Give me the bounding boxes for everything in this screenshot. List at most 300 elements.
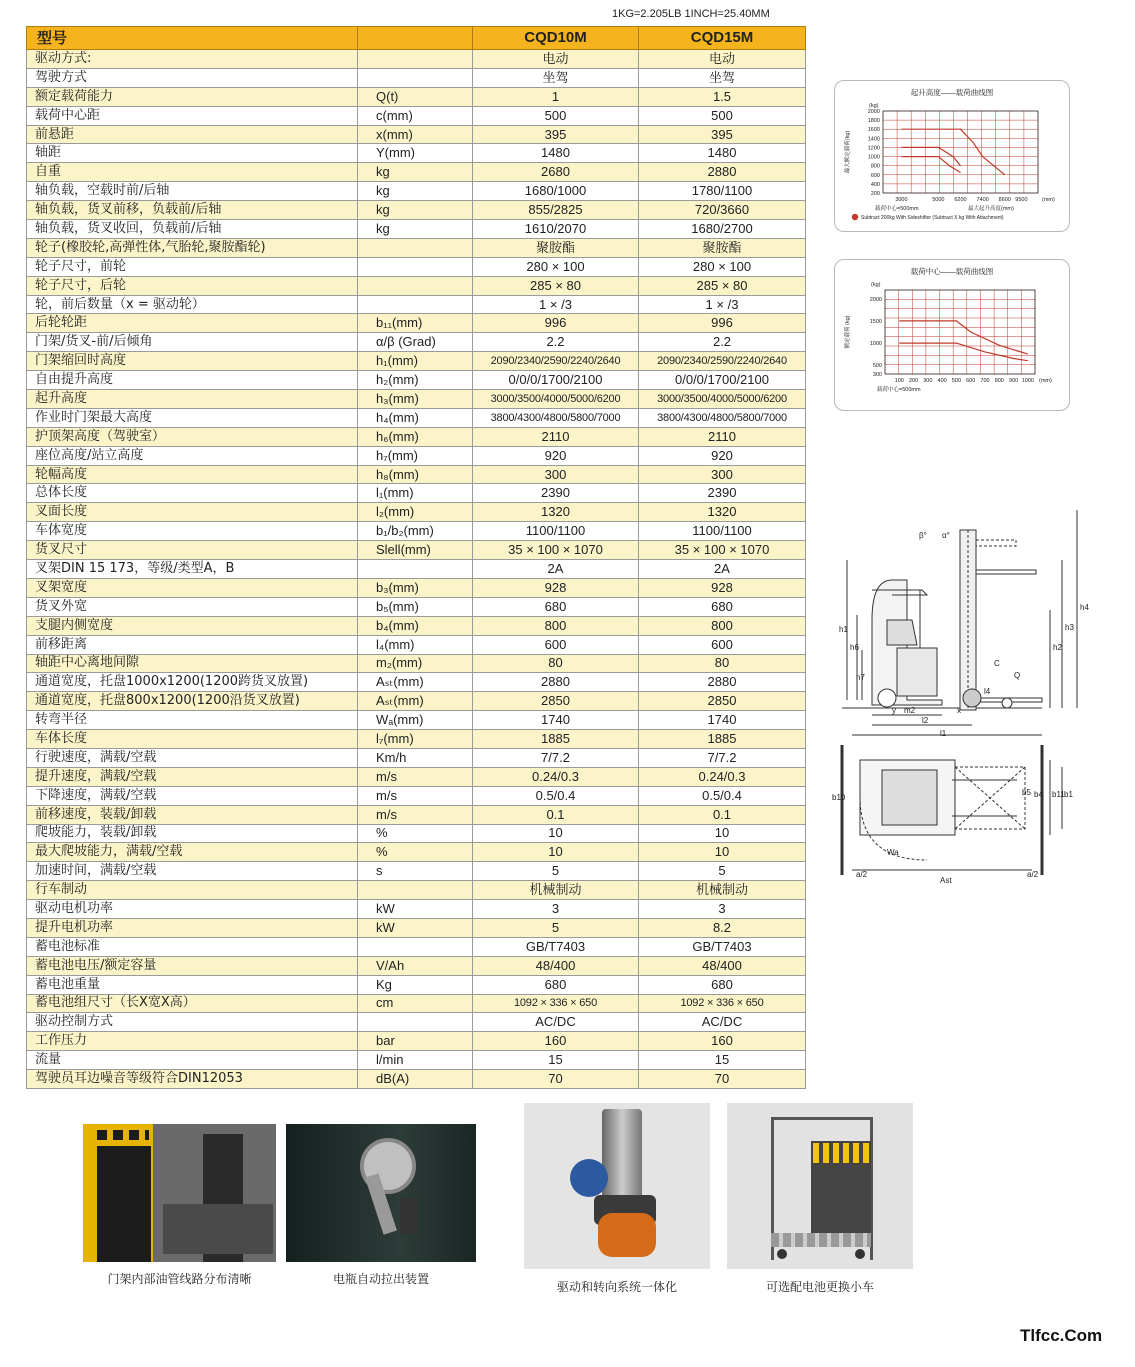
spec-value-cqd10m: 2.2	[473, 333, 639, 352]
forklift-side-view-diagram	[832, 500, 1102, 740]
chart-x-unit: (mm)	[1042, 197, 1055, 203]
spec-value-cqd15m: 7/7.2	[639, 748, 806, 767]
spec-value-cqd15m: 1740	[639, 711, 806, 730]
spec-value-cqd15m: 8.2	[639, 918, 806, 937]
spec-row	[27, 427, 806, 446]
spec-value-cqd15m: 2850	[639, 692, 806, 711]
spec-value-cqd15m: 1780/1100	[639, 182, 806, 201]
spec-row	[27, 106, 806, 125]
header-model-cqd15m: CQD15M	[639, 27, 806, 50]
spec-table-header	[27, 27, 806, 50]
spec-row	[27, 730, 806, 749]
spec-unit: l₇(mm)	[358, 730, 473, 749]
spec-row	[27, 333, 806, 352]
spec-name: 后轮轮距	[27, 314, 358, 333]
spec-value-cqd10m: 80	[473, 654, 639, 673]
spec-name: 通道宽度，托盘800x1200(1200沿货叉放置)	[27, 692, 358, 711]
photo-battery-pullout	[286, 1124, 476, 1262]
spec-name: 蓄电池组尺寸（长X宽X高）	[27, 994, 358, 1013]
dim-label-h3: h3	[1065, 623, 1074, 632]
dim-label-wa: Wa	[887, 848, 899, 857]
dim-label-m2: m2	[904, 706, 916, 715]
spec-name: 轴负载，货叉收回，负载前/后轴	[27, 220, 358, 239]
spec-value-cqd10m: 1610/2070	[473, 220, 639, 239]
spec-value-cqd10m: 5	[473, 918, 639, 937]
spec-name: 流量	[27, 1051, 358, 1070]
dim-label-l4: l4	[984, 687, 991, 696]
spec-unit: kg	[358, 163, 473, 182]
spec-unit: l/min	[358, 1051, 473, 1070]
spec-unit	[358, 276, 473, 295]
spec-unit: l₂(mm)	[358, 503, 473, 522]
spec-name: 车体宽度	[27, 522, 358, 541]
spec-value-cqd15m: 2110	[639, 427, 806, 446]
dim-label-alpha: α°	[942, 531, 950, 540]
spec-row	[27, 144, 806, 163]
spec-value-cqd10m: AC/DC	[473, 1013, 639, 1032]
spec-value-cqd15m: 1680/2700	[639, 220, 806, 239]
spec-name: 提升电机功率	[27, 918, 358, 937]
spec-unit: b₃(mm)	[358, 578, 473, 597]
spec-row	[27, 182, 806, 201]
spec-row	[27, 937, 806, 956]
spec-row	[27, 1051, 806, 1070]
spec-unit: kg	[358, 182, 473, 201]
chart-x-tick-label: 200	[908, 378, 919, 384]
spec-value-cqd15m: 500	[639, 106, 806, 125]
spec-value-cqd10m: 285 × 80	[473, 276, 639, 295]
spec-unit: Km/h	[358, 748, 473, 767]
dim-label-beta: β°	[919, 531, 927, 540]
spec-value-cqd10m: 2A	[473, 560, 639, 579]
chart-y-tick-label: 1600	[867, 127, 880, 134]
spec-value-cqd15m: 2A	[639, 560, 806, 579]
spec-value-cqd10m: 800	[473, 616, 639, 635]
spec-value-cqd10m: 1740	[473, 711, 639, 730]
spec-name: 自由提升高度	[27, 371, 358, 390]
spec-value-cqd15m: 3000/3500/4000/5000/6200	[639, 390, 806, 409]
spec-row	[27, 220, 806, 239]
spec-unit: c(mm)	[358, 106, 473, 125]
spec-unit: α/β (Grad)	[358, 333, 473, 352]
spec-name: 驱动控制方式	[27, 1013, 358, 1032]
spec-unit: b₅(mm)	[358, 597, 473, 616]
photo-battery-cart	[727, 1103, 913, 1269]
spec-name: 自重	[27, 163, 358, 182]
spec-value-cqd15m: GB/T7403	[639, 937, 806, 956]
spec-name: 护顶架高度（驾驶室）	[27, 427, 358, 446]
spec-unit: %	[358, 824, 473, 843]
spec-value-cqd15m: 机械制动	[639, 881, 806, 900]
spec-value-cqd15m: 10	[639, 824, 806, 843]
chart-title: 载荷中心——载荷曲线图	[910, 267, 994, 276]
spec-value-cqd10m: 1480	[473, 144, 639, 163]
spec-value-cqd15m: 0/0/0/1700/2100	[639, 371, 806, 390]
spec-row	[27, 68, 806, 87]
spec-name: 轮子(橡胶轮,高弹性体,气胎轮,聚胺酯轮)	[27, 238, 358, 257]
chart-x-tick-label: 8600	[998, 197, 1011, 203]
spec-name: 驱动电机功率	[27, 900, 358, 919]
spec-unit	[358, 937, 473, 956]
spec-unit: h₁(mm)	[358, 352, 473, 371]
spec-row	[27, 711, 806, 730]
spec-row	[27, 994, 806, 1013]
spec-value-cqd15m: 280 × 100	[639, 257, 806, 276]
header-model-cqd10m: CQD10M	[473, 27, 639, 50]
spec-unit: b₄(mm)	[358, 616, 473, 635]
dim-label-ast: Ast	[940, 876, 952, 885]
chart-note-x-axis: 最大起升高度(mm)	[968, 206, 1014, 212]
spec-value-cqd10m: 坐驾	[473, 68, 639, 87]
spec-row	[27, 956, 806, 975]
chart-y-unit: (kg)	[871, 282, 881, 288]
spec-unit: m/s	[358, 805, 473, 824]
spec-value-cqd15m: 70	[639, 1070, 806, 1089]
spec-unit: s	[358, 862, 473, 881]
spec-value-cqd10m: 2110	[473, 427, 639, 446]
spec-row	[27, 654, 806, 673]
spec-name: 行车制动	[27, 881, 358, 900]
spec-row	[27, 87, 806, 106]
spec-name: 转弯半径	[27, 711, 358, 730]
spec-name: 货叉尺寸	[27, 541, 358, 560]
chart-x-tick-label: 400	[937, 378, 947, 384]
spec-unit: %	[358, 843, 473, 862]
spec-value-cqd10m: 996	[473, 314, 639, 333]
spec-row	[27, 295, 806, 314]
spec-value-cqd10m: 1092 × 336 × 650	[473, 994, 639, 1013]
spec-value-cqd15m: AC/DC	[639, 1013, 806, 1032]
spec-row	[27, 125, 806, 144]
spec-value-cqd15m: 3800/4300/4800/5800/7000	[639, 408, 806, 427]
chart-y-tick-label: 600	[870, 172, 880, 179]
chart-x-tick-label: 800	[994, 378, 1004, 384]
chart-x-tick-label: 7400	[976, 197, 989, 203]
spec-value-cqd15m: 680	[639, 975, 806, 994]
dim-label-a2-left: a/2	[856, 870, 868, 879]
spec-name: 行驶速度，满载/空载	[27, 748, 358, 767]
spec-name: 门架缩回时高度	[27, 352, 358, 371]
spec-value-cqd15m: 2880	[639, 673, 806, 692]
chart-y-tick-label: 1000	[867, 154, 880, 161]
load-center-load-chart	[834, 259, 1070, 411]
spec-value-cqd10m: 7/7.2	[473, 748, 639, 767]
spec-unit: Q(t)	[358, 87, 473, 106]
chart-y-tick-label: 1800	[867, 118, 880, 125]
spec-value-cqd10m: 160	[473, 1032, 639, 1051]
spec-value-cqd10m: 2850	[473, 692, 639, 711]
chart-x-tick-label: 100	[894, 378, 904, 384]
dim-label-b1: b1	[1064, 790, 1073, 799]
spec-row	[27, 314, 806, 333]
spec-value-cqd15m: 680	[639, 597, 806, 616]
spec-value-cqd15m: 800	[639, 616, 806, 635]
spec-value-cqd15m: 48/400	[639, 956, 806, 975]
chart-x-tick-label: 500	[951, 378, 962, 384]
spec-unit: kg	[358, 201, 473, 220]
spec-value-cqd15m: 300	[639, 465, 806, 484]
spec-value-cqd15m: 聚胺酯	[639, 238, 806, 257]
spec-row	[27, 597, 806, 616]
chart-y-unit: (kg)	[869, 103, 879, 109]
spec-value-cqd15m: 1320	[639, 503, 806, 522]
spec-unit: h₂(mm)	[358, 371, 473, 390]
chart-x-tick-label: 3000	[895, 197, 908, 203]
spec-value-cqd15m: 1480	[639, 144, 806, 163]
load-center-load-chart-svg	[835, 260, 1069, 410]
chart-y-tick-label: 1000	[869, 341, 882, 348]
spec-row	[27, 1032, 806, 1051]
chart-title: 起升高度——载荷曲线图	[910, 88, 994, 97]
spec-name: 轴距	[27, 144, 358, 163]
spec-unit: h₃(mm)	[358, 390, 473, 409]
chart-series-line	[902, 157, 961, 173]
spec-value-cqd15m: 1100/1100	[639, 522, 806, 541]
spec-unit: h₆(mm)	[358, 427, 473, 446]
spec-value-cqd15m: 5	[639, 862, 806, 881]
spec-value-cqd15m: 600	[639, 635, 806, 654]
chart-y-tick-label: 300	[872, 372, 882, 378]
spec-name: 提升速度，满载/空载	[27, 767, 358, 786]
spec-name: 额定载荷能力	[27, 87, 358, 106]
spec-unit: Wₐ(mm)	[358, 711, 473, 730]
spec-value-cqd15m: 160	[639, 1032, 806, 1051]
chart-series-line	[899, 321, 1028, 354]
spec-value-cqd15m: 0.24/0.3	[639, 767, 806, 786]
dim-label-h7: h7	[856, 673, 865, 682]
spec-value-cqd10m: 0.1	[473, 805, 639, 824]
spec-value-cqd10m: 280 × 100	[473, 257, 639, 276]
spec-unit	[358, 295, 473, 314]
spec-value-cqd10m: 500	[473, 106, 639, 125]
dim-label-b4: b4	[1034, 790, 1043, 799]
chart-note-load-center: 载荷中心=500mm	[877, 387, 921, 393]
spec-row	[27, 900, 806, 919]
spec-value-cqd10m: 5	[473, 862, 639, 881]
spec-value-cqd15m: 2090/2340/2590/2240/2640	[639, 352, 806, 371]
spec-table	[26, 26, 806, 1089]
spec-row	[27, 767, 806, 786]
spec-row	[27, 541, 806, 560]
chart-series-line	[899, 343, 1028, 361]
spec-name: 蓄电池电压/额定容量	[27, 956, 358, 975]
spec-row	[27, 201, 806, 220]
chart-x-tick-label: 300	[923, 378, 933, 384]
spec-row	[27, 692, 806, 711]
spec-value-cqd10m: 1885	[473, 730, 639, 749]
spec-name: 轴距中心离地间隙	[27, 654, 358, 673]
spec-value-cqd10m: 3000/3500/4000/5000/6200	[473, 390, 639, 409]
dim-label-l1: l1	[940, 729, 947, 738]
spec-value-cqd10m: 855/2825	[473, 201, 639, 220]
spec-value-cqd10m: 10	[473, 824, 639, 843]
spec-unit: h₄(mm)	[358, 408, 473, 427]
spec-value-cqd15m: 1092 × 336 × 650	[639, 994, 806, 1013]
spec-value-cqd10m: 395	[473, 125, 639, 144]
spec-value-cqd15m: 920	[639, 446, 806, 465]
spec-value-cqd15m: 395	[639, 125, 806, 144]
spec-name: 支腿内侧宽度	[27, 616, 358, 635]
spec-unit: kW	[358, 918, 473, 937]
spec-value-cqd15m: 1 × /3	[639, 295, 806, 314]
spec-name: 叉架宽度	[27, 578, 358, 597]
spec-value-cqd10m: 电动	[473, 50, 639, 69]
spec-value-cqd15m: 80	[639, 654, 806, 673]
dim-label-h4: h4	[1080, 603, 1089, 612]
spec-value-cqd10m: 2390	[473, 484, 639, 503]
spec-value-cqd10m: 920	[473, 446, 639, 465]
spec-row	[27, 276, 806, 295]
spec-row	[27, 862, 806, 881]
chart-x-tick-label: 5000	[932, 197, 945, 203]
spec-unit: b₁₁(mm)	[358, 314, 473, 333]
spec-value-cqd10m: GB/T7403	[473, 937, 639, 956]
caption-battery-pullout: 电瓶自动拉出装置	[332, 1272, 429, 1286]
dim-label-h6: h6	[850, 643, 859, 652]
spec-value-cqd10m: 2880	[473, 673, 639, 692]
spec-name: 蓄电池重量	[27, 975, 358, 994]
spec-name: 轮子尺寸，前轮	[27, 257, 358, 276]
spec-unit: h₈(mm)	[358, 465, 473, 484]
spec-unit: m/s	[358, 767, 473, 786]
spec-row	[27, 616, 806, 635]
watermark-logo: Tlfcc.Com	[1020, 1326, 1103, 1345]
spec-row	[27, 786, 806, 805]
spec-row	[27, 408, 806, 427]
spec-value-cqd10m: 48/400	[473, 956, 639, 975]
spec-unit: Kg	[358, 975, 473, 994]
chart-y-tick-label: 1400	[867, 136, 880, 143]
spec-row	[27, 522, 806, 541]
spec-unit: bar	[358, 1032, 473, 1051]
spec-row	[27, 238, 806, 257]
spec-name: 轮幅高度	[27, 465, 358, 484]
chart-warning-note: Subtract 200kg With Sideshifter (Subtract X kg With Attachment)	[861, 215, 1004, 221]
spec-unit: Aₛₜ(mm)	[358, 692, 473, 711]
spec-unit: h₇(mm)	[358, 446, 473, 465]
chart-y-label: 额定载荷 (kg)	[845, 315, 851, 349]
header-name: 型号	[27, 27, 358, 50]
chart-x-tick-label: 600	[966, 378, 976, 384]
spec-value-cqd15m: 电动	[639, 50, 806, 69]
spec-unit: dB(A)	[358, 1070, 473, 1089]
spec-value-cqd15m: 10	[639, 843, 806, 862]
spec-row	[27, 446, 806, 465]
dim-label-c: C	[994, 659, 1000, 668]
spec-value-cqd10m: 15	[473, 1051, 639, 1070]
spec-row	[27, 975, 806, 994]
spec-name: 下降速度，满载/空载	[27, 786, 358, 805]
spec-name: 轮，前后数量（x = 驱动轮）	[27, 295, 358, 314]
spec-value-cqd10m: 机械制动	[473, 881, 639, 900]
spec-row	[27, 50, 806, 69]
spec-row	[27, 918, 806, 937]
spec-name: 蓄电池标准	[27, 937, 358, 956]
chart-y-tick-label: 2000	[869, 296, 882, 303]
spec-name: 轴负载，空载时前/后轴	[27, 182, 358, 201]
spec-value-cqd15m: 0.1	[639, 805, 806, 824]
chart-y-tick-label: 800	[870, 163, 880, 170]
spec-name: 作业时门架最大高度	[27, 408, 358, 427]
spec-row	[27, 560, 806, 579]
chart-frame	[883, 111, 1038, 193]
spec-value-cqd10m: 3	[473, 900, 639, 919]
spec-name: 轴负载，货叉前移，负载前/后轴	[27, 201, 358, 220]
spec-value-cqd10m: 600	[473, 635, 639, 654]
warning-icon	[852, 214, 858, 220]
header-unit	[358, 27, 473, 50]
spec-unit	[358, 560, 473, 579]
spec-unit	[358, 68, 473, 87]
spec-value-cqd10m: 70	[473, 1070, 639, 1089]
photo-drive-steering-unit	[524, 1103, 710, 1269]
chart-y-tick-label: 200	[870, 191, 880, 197]
spec-value-cqd10m: 0.5/0.4	[473, 786, 639, 805]
spec-value-cqd15m: 2880	[639, 163, 806, 182]
spec-name: 通道宽度，托盘1000x1200(1200跨货叉放置)	[27, 673, 358, 692]
spec-name: 前移距离	[27, 635, 358, 654]
dim-label-b10: b10	[832, 793, 846, 802]
spec-name: 总体长度	[27, 484, 358, 503]
spec-unit	[358, 257, 473, 276]
spec-unit: V/Ah	[358, 956, 473, 975]
spec-value-cqd15m: 15	[639, 1051, 806, 1070]
spec-name: 载荷中心距	[27, 106, 358, 125]
caption-mast-hoses: 门架内部油管线路分布清晰	[107, 1272, 252, 1286]
spec-value-cqd15m: 3	[639, 900, 806, 919]
spec-row	[27, 673, 806, 692]
spec-name: 座位高度/站立高度	[27, 446, 358, 465]
spec-value-cqd15m: 1885	[639, 730, 806, 749]
spec-row	[27, 484, 806, 503]
spec-name: 驾驶方式	[27, 68, 358, 87]
chart-y-tick-label: 2000	[867, 109, 880, 115]
spec-name: 工作压力	[27, 1032, 358, 1051]
spec-name: 叉架DIN 15 173，等级/类型A，B	[27, 560, 358, 579]
spec-row	[27, 824, 806, 843]
unit-conversion-note: 1KG=2.205LB 1INCH=25.40MM	[612, 8, 770, 20]
spec-unit	[358, 238, 473, 257]
spec-row	[27, 390, 806, 409]
spec-value-cqd10m: 0/0/0/1700/2100	[473, 371, 639, 390]
spec-value-cqd15m: 35 × 100 × 1070	[639, 541, 806, 560]
spec-value-cqd15m: 928	[639, 578, 806, 597]
spec-name: 起升高度	[27, 390, 358, 409]
spec-value-cqd10m: 928	[473, 578, 639, 597]
chart-x-tick-label: 6200	[954, 197, 967, 203]
chart-y-label: 最大额定载荷(kg)	[845, 130, 851, 174]
spec-row	[27, 257, 806, 276]
dim-label-y: y	[892, 706, 896, 715]
chart-y-tick-label: 400	[870, 181, 880, 188]
spec-row	[27, 1070, 806, 1089]
spec-name: 叉面长度	[27, 503, 358, 522]
spec-row	[27, 352, 806, 371]
spec-name: 门架/货叉-前/后倾角	[27, 333, 358, 352]
photo-mast-hoses	[83, 1124, 276, 1262]
spec-row	[27, 503, 806, 522]
spec-unit: l₁(mm)	[358, 484, 473, 503]
spec-row	[27, 881, 806, 900]
spec-unit	[358, 881, 473, 900]
spec-row	[27, 578, 806, 597]
chart-x-tick-label: 700	[980, 378, 990, 384]
dim-label-h2: h2	[1053, 643, 1062, 652]
spec-value-cqd15m: 996	[639, 314, 806, 333]
spec-row	[27, 635, 806, 654]
spec-unit: m₂(mm)	[358, 654, 473, 673]
spec-value-cqd10m: 3800/4300/4800/5800/7000	[473, 408, 639, 427]
